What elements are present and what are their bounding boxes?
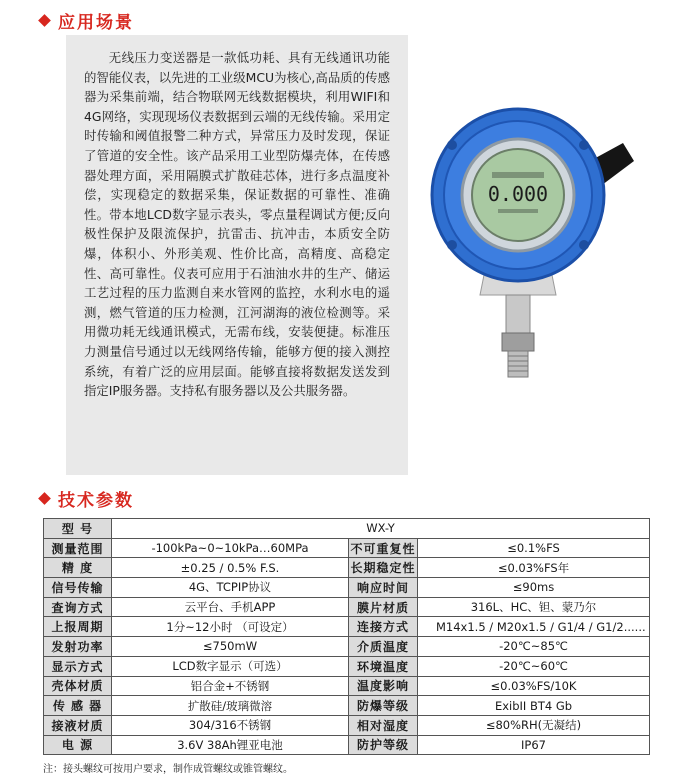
spec-label: 型 号 <box>44 519 112 539</box>
spec-table <box>43 518 650 755</box>
spec-value: -20℃~60℃ <box>418 656 650 676</box>
description-text: 无线压力变送器是一款低功耗、具有无线通讯功能的智能仪表，以先进的工业级MCU为核心,高品质的传感器为采集前端，结合物联网无线数据模块，利用WIFI和4G网络，实现现场仪表数据到云端的无线传输。采用定时传输和阈值报警二种方式，异常压力及时发现，保证了管道的安全性。该产品采用工业型防爆壳体，在传感器处理方面，采用隔膜式扩散硅芯体，进行多点温度补偿，实现稳定的数据采集，保证数据的可靠性、准确性。带本地LCD数字显示表头，零点量程调试方便;反向极性保护及限流保护，抗雷击、抗冲击，本质安全防爆，体积小、外形美观、性价比高，高精度、高稳定性、高可靠性。仪表可应用于石油油水井的生产、储运工艺过程的压力监测自来水管网的监控，水利水电的遥测，燃气管道的压力检测，江河湖海的液位检测等。采用微功耗无线通讯模式，无需布线，安装便捷。标准压力测量信号通过以无线网络传输，能够方便的接入测控系统，有着广泛的应用层面。能够直接将数据发送发到指定IP服务器。支持私有服务器以及公共服务器。 <box>84 50 390 399</box>
spec-value: -100kPa~0~10kPa…60MPa <box>112 538 349 558</box>
spec-label: 介质温度 <box>349 637 418 657</box>
spec-label: 精 度 <box>44 558 112 578</box>
spec-value: M14x1.5 / M20x1.5 / G1/4 / G1/2...... <box>418 617 650 637</box>
section-heading-tech <box>38 486 134 511</box>
spec-value: ≤0.03%FS年 <box>418 558 650 578</box>
table-row <box>44 597 650 617</box>
hex-nut <box>502 333 534 351</box>
section-title: 技术参数 <box>58 491 134 511</box>
table-row <box>44 519 650 539</box>
table-row <box>44 578 650 598</box>
table-row <box>44 676 650 696</box>
section-heading-scenario <box>38 8 134 33</box>
spec-label: 连接方式 <box>349 617 418 637</box>
spec-label: 防爆等级 <box>349 696 418 716</box>
spec-label: 电 源 <box>44 735 112 755</box>
diamond-bullet-icon <box>38 14 51 27</box>
spec-label: 膜片材质 <box>349 597 418 617</box>
spec-value: WX-Y <box>112 519 650 539</box>
table-row <box>44 715 650 735</box>
spec-value: 304/316不锈钢 <box>112 715 349 735</box>
table-row <box>44 558 650 578</box>
spec-label: 相对湿度 <box>349 715 418 735</box>
spec-value: 3.6V 38Ah锂亚电池 <box>112 735 349 755</box>
spec-label: 显示方式 <box>44 656 112 676</box>
spec-value: ≤0.1%FS <box>418 538 650 558</box>
spec-value: ≤90ms <box>418 578 650 598</box>
table-row <box>44 637 650 657</box>
spec-label: 长期稳定性 <box>349 558 418 578</box>
table-row <box>44 735 650 755</box>
spec-label: 环境温度 <box>349 656 418 676</box>
table-row <box>44 696 650 716</box>
spec-label: 防护等级 <box>349 735 418 755</box>
spec-value: 4G、TCPIP协议 <box>112 578 349 598</box>
table-row <box>44 617 650 637</box>
spec-value: ≤80%RH(无凝结) <box>418 715 650 735</box>
spec-label: 查询方式 <box>44 597 112 617</box>
spec-label: 不可重复性 <box>349 538 418 558</box>
spec-value: ±0.25 / 0.5% F.S. <box>112 558 349 578</box>
spec-label: 响应时间 <box>349 578 418 598</box>
footnote: 注：接头螺纹可按用户要求，制作成管螺纹或锥管螺纹。 <box>43 764 293 775</box>
spec-value: 铝合金+不锈钢 <box>112 676 349 696</box>
spec-label: 信号传输 <box>44 578 112 598</box>
pressure-stem <box>506 295 530 333</box>
diamond-bullet-icon <box>38 492 51 505</box>
spec-value: 316L、HC、钽、蒙乃尔 <box>418 597 650 617</box>
spec-label: 温度影响 <box>349 676 418 696</box>
spec-label: 上报周期 <box>44 617 112 637</box>
spec-value: ≤0.03%FS/10K <box>418 676 650 696</box>
pressure-transmitter-image <box>418 95 650 385</box>
table-row <box>44 656 650 676</box>
lcd-reading: 0.000 <box>487 182 549 206</box>
spec-value: 云平台、手机APP <box>112 597 349 617</box>
spec-value: 1分~12小时 （可设定） <box>112 617 349 637</box>
spec-label: 测量范围 <box>44 538 112 558</box>
spec-label: 接液材质 <box>44 715 112 735</box>
spec-value: 扩散硅/玻璃微溶 <box>112 696 349 716</box>
spec-value: IP67 <box>418 735 650 755</box>
spec-label: 发射功率 <box>44 637 112 657</box>
spec-value: -20℃~85℃ <box>418 637 650 657</box>
spec-value: LCD数字显示（可选） <box>112 656 349 676</box>
thread-connector <box>508 351 528 377</box>
spec-label: 壳体材质 <box>44 676 112 696</box>
spec-value: ≤750mW <box>112 637 349 657</box>
table-row <box>44 538 650 558</box>
section-title: 应用场景 <box>58 13 134 33</box>
spec-label: 传 感 器 <box>44 696 112 716</box>
spec-value: ExibII BT4 Gb <box>418 696 650 716</box>
